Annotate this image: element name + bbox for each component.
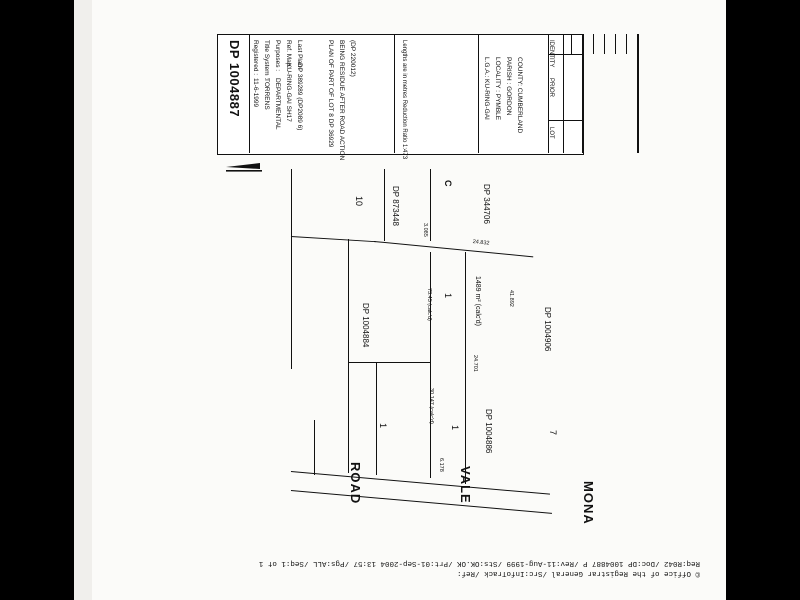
title-block-extra-line bbox=[637, 34, 639, 153]
scan-footer-line-1: Req:R042 /Doc:DP 1004887 P /Rev:11-Aug-1999 /Sts:OK.OK /Prt:01-Sep-2004 13:57 /Pgs:ALL /Seq:1 of 1 bbox=[258, 559, 700, 567]
scan-footer-line-2: © Office of the Registrar General /Src:InfoTrack /Ref: bbox=[456, 569, 700, 577]
survey-plan bbox=[74, 0, 726, 600]
dimension-41-892: 41.892 bbox=[508, 290, 514, 307]
boundary-line bbox=[314, 420, 315, 475]
dimension-6-178: 6.178 bbox=[438, 458, 444, 472]
boundary-line bbox=[374, 241, 533, 258]
dimension-73-45: 73.45 (calc'd) bbox=[426, 288, 432, 321]
table-header-identity: IDENTITY bbox=[548, 40, 554, 68]
title-block-table-line bbox=[571, 34, 572, 54]
north-point-icon bbox=[226, 158, 266, 179]
road-boundary-line bbox=[291, 490, 552, 514]
title-block-table-line bbox=[548, 120, 582, 121]
boundary-line bbox=[291, 236, 376, 243]
boundary-line bbox=[384, 169, 385, 241]
plan-description-line-3: (DP 220012) bbox=[349, 40, 356, 77]
title-block-extra-line bbox=[582, 34, 584, 153]
county-label: COUNTY: CUMBERLAND bbox=[516, 57, 523, 134]
field-registered-value: 11-6-1999 bbox=[252, 78, 259, 108]
field-purposes-label: Purposes : bbox=[274, 40, 281, 72]
lot-area-label: 1489 m² (calc'd) bbox=[474, 276, 481, 326]
road-label-vale: VALE bbox=[458, 466, 473, 504]
lot-label-dp873448: DP 873448 bbox=[391, 186, 400, 226]
field-last-plan-label: Last Plan : bbox=[296, 40, 303, 71]
field-ref-map-label: Ref. Map: bbox=[285, 40, 292, 69]
lot-label-1-left: 1 bbox=[378, 423, 388, 429]
title-block-table-line bbox=[593, 34, 594, 54]
boundary-line bbox=[348, 362, 431, 363]
dimension-30-147: 30.147 (calc'd) bbox=[428, 388, 434, 424]
lot-label-dp1004884: DP 1004884 bbox=[361, 303, 370, 348]
plan-description-line-2: BEING RESIDUE AFTER ROAD ACTION bbox=[338, 40, 345, 161]
field-last-plan-value: DP 389289 (DP2089 6) bbox=[296, 63, 303, 131]
boundary-line bbox=[465, 252, 466, 484]
title-block-table-line bbox=[563, 34, 564, 153]
dimension-24-701: 24.701 bbox=[472, 355, 478, 372]
field-ref-map-value: KU-RING-GAI SH17 bbox=[285, 63, 292, 122]
lot-label-dp1004906: DP 1004906 bbox=[543, 307, 552, 352]
title-block-table-line bbox=[626, 34, 627, 54]
title-block-divider bbox=[249, 34, 250, 153]
lga-label: L.G.A.: KU-RING-GAI bbox=[483, 57, 490, 120]
title-block-divider bbox=[394, 34, 395, 153]
boundary-line bbox=[376, 362, 377, 475]
lot-label-10: 10 bbox=[354, 196, 364, 207]
field-registered-label: Registered : bbox=[252, 40, 259, 76]
road-label-mona: MONA bbox=[581, 481, 596, 525]
road-boundary-line bbox=[291, 471, 550, 495]
parish-label: PARISH : GORDON bbox=[505, 57, 512, 116]
road-label-road: ROAD bbox=[348, 462, 363, 505]
field-title-system-label: Title System : bbox=[263, 40, 270, 80]
table-header-lot: LOT bbox=[548, 127, 554, 139]
lot-label-1-main: 1 bbox=[443, 293, 453, 299]
table-header-prior: PRIOR bbox=[548, 78, 554, 98]
title-block-divider bbox=[478, 34, 479, 153]
dimension-24-832: 24.832 bbox=[472, 239, 490, 247]
lot-label-c: C bbox=[443, 180, 453, 187]
field-purposes-value: DEPARTMENTAL bbox=[274, 78, 281, 130]
dimension-3-085: 3.085 bbox=[422, 223, 428, 237]
plan-description-line-1: PLAN OF PART OF LOT 8 DP 36929 bbox=[327, 40, 334, 148]
boundary-line bbox=[291, 169, 292, 369]
title-block-table-line bbox=[604, 34, 605, 54]
plan-number: DP 1004887 bbox=[227, 40, 242, 118]
boundary-line bbox=[348, 239, 349, 473]
lot-label-dp344706: DP 344706 bbox=[482, 184, 491, 224]
locality-label: LOCALITY : PYMBLE bbox=[494, 57, 501, 121]
lengths-note: Lengths are in metres Reduction Ratio 1:473 bbox=[401, 40, 407, 160]
lot-label-1-lower: 1 bbox=[450, 425, 460, 431]
field-title-system-value: TORRENS bbox=[263, 78, 270, 110]
lot-label-dp1004886: DP 1004886 bbox=[484, 409, 493, 454]
boundary-line bbox=[430, 169, 431, 241]
lot-label-7: 7 bbox=[548, 430, 558, 436]
title-block-table-line bbox=[615, 34, 616, 54]
